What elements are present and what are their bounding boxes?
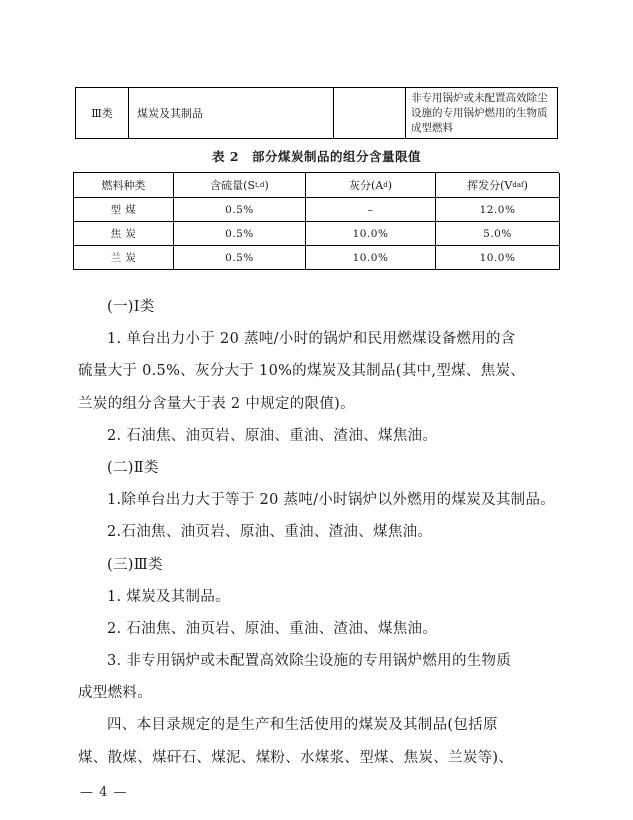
body-line: (二)Ⅱ类 xyxy=(107,459,159,476)
table-cell-empty xyxy=(334,88,406,139)
table2-header-ash xyxy=(306,173,436,198)
body-line: 硫量大于 0.5%、灰分大于 10%的煤炭及其制品(其中,型煤、焦炭、 xyxy=(78,363,526,380)
body-line: 1. 单台出力小于 20 蒸吨/小时的锅炉和民用燃煤设备燃用的含 xyxy=(107,331,516,348)
header-text: 燃料种类 xyxy=(101,179,146,192)
table-cell: 型 煤 xyxy=(74,198,174,222)
body-text-block xyxy=(78,291,560,774)
body-line: (三)Ⅲ类 xyxy=(107,556,163,573)
table-cell: 10.0% xyxy=(306,222,436,246)
category-table-fragment xyxy=(75,87,558,139)
table-cell-fuel-name: 煤炭及其制品 xyxy=(129,88,334,139)
body-line: 四、本目录规定的是生产和生活使用的煤炭及其制品(包括原 xyxy=(107,717,498,734)
page-number: — 4 — xyxy=(80,785,128,800)
body-line: 1. 煤炭及其制品。 xyxy=(107,588,230,605)
body-line: 3. 非专用锅炉或未配置高效除尘设施的专用锅炉燃用的生物质 xyxy=(107,653,512,670)
table-cell: 兰 炭 xyxy=(74,246,174,270)
table2-header-sulfur xyxy=(174,173,306,198)
header-text: ) xyxy=(387,178,393,192)
table-cell: 0.5% xyxy=(174,198,306,222)
header-text: ) xyxy=(264,178,269,192)
table2-header-fuel-type xyxy=(74,173,174,198)
body-line: 2. 石油焦、油页岩、原油、重油、渣油、煤焦油。 xyxy=(107,427,438,444)
header-subscript: d xyxy=(383,180,388,189)
table2-caption: 表 2 部分煤炭制品的组分含量限值 xyxy=(211,149,422,164)
body-line: (一)Ⅰ类 xyxy=(107,299,155,315)
table-cell: 12.0% xyxy=(436,198,560,222)
header-text: 含硫量(S xyxy=(210,179,255,192)
table-cell: 10.0% xyxy=(436,246,560,270)
table-cell-category: Ⅲ类 xyxy=(76,88,129,139)
table-cell: 10.0% xyxy=(306,246,436,270)
table-cell: 0.5% xyxy=(174,222,306,246)
header-text: ) xyxy=(523,178,528,192)
table-cell-description: 非专用锅炉或未配置高效除尘设施的专用锅炉燃用的生物质成型燃料 xyxy=(406,88,558,139)
table-cell: – xyxy=(306,198,436,222)
header-text: 挥发分(V xyxy=(467,179,513,192)
body-line: 2. 石油焦、油页岩、原油、重油、渣油、煤焦油。 xyxy=(107,620,438,637)
table-cell: 焦 炭 xyxy=(74,222,174,246)
table2-header-volatile xyxy=(436,173,560,198)
body-line: 煤、散煤、煤矸石、煤泥、煤粉、水煤浆、型煤、焦炭、兰炭等)、 xyxy=(78,749,514,766)
header-subscript: t,d xyxy=(255,180,265,189)
header-text: 灰分(A xyxy=(348,179,384,192)
body-line: 1.除单台出力大于等于 20 蒸吨/小时锅炉以外燃用的煤炭及其制品。 xyxy=(107,492,556,509)
body-line: 2.石油焦、油页岩、原油、重油、渣油、煤焦油。 xyxy=(107,524,433,541)
body-line: 兰炭的组分含量大于表 2 中规定的限值)。 xyxy=(78,395,355,412)
header-subscript: daf xyxy=(512,180,524,189)
table-cell: 5.0% xyxy=(436,222,560,246)
body-line: 成型燃料。 xyxy=(78,685,152,702)
table-cell: 0.5% xyxy=(174,246,306,270)
coal-limits-table xyxy=(73,172,559,270)
